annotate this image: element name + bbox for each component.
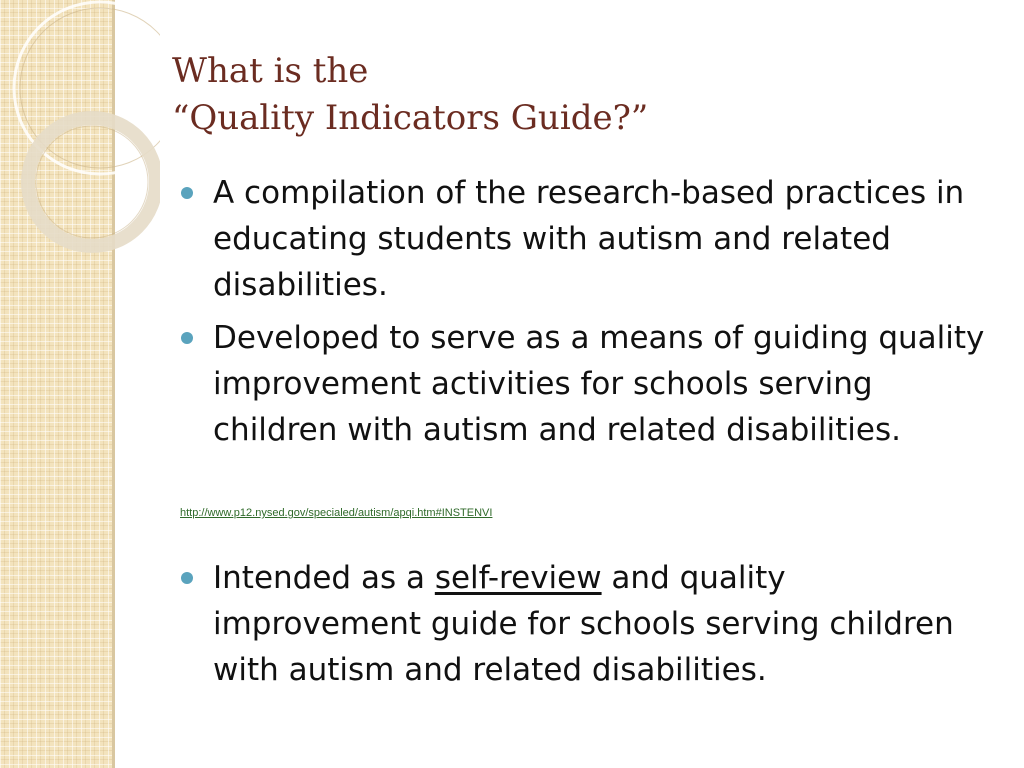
bullet-dot-icon — [181, 572, 193, 584]
bullet-text: Developed to serve as a means of guiding quality improvement activities for schools serving children with autism and related disabilities. — [213, 320, 985, 448]
bullet-text: A compilation of the research-based practices in educating students with autism and related disabilities. — [213, 175, 965, 303]
bullet-item-compilation — [178, 170, 988, 308]
decorative-circle-ring-inner — [36, 126, 148, 238]
source-url-link[interactable]: http://www.p12.nysed.gov/specialed/autism/apqi.htm#INSTENVI — [180, 507, 493, 519]
decorative-circle-ring — [28, 118, 156, 246]
slide-title — [172, 48, 648, 142]
bullet-item-developed — [178, 315, 988, 453]
decorative-circles — [0, 0, 160, 260]
slide-title-line-1: What is the — [172, 51, 369, 91]
bullet-text-after: and quality improvement guide for schools serving children with autism and related disabilities. — [213, 560, 954, 688]
bullet-dot-icon — [181, 332, 193, 344]
bullet-dot-icon — [181, 187, 193, 199]
bullet-text-before: Intended as a — [213, 560, 435, 596]
bullet-item-intended — [178, 555, 988, 693]
self-review-underlined-text: self-review — [434, 560, 602, 596]
slide-title-line-2: “Quality Indicators Guide?” — [172, 98, 649, 138]
